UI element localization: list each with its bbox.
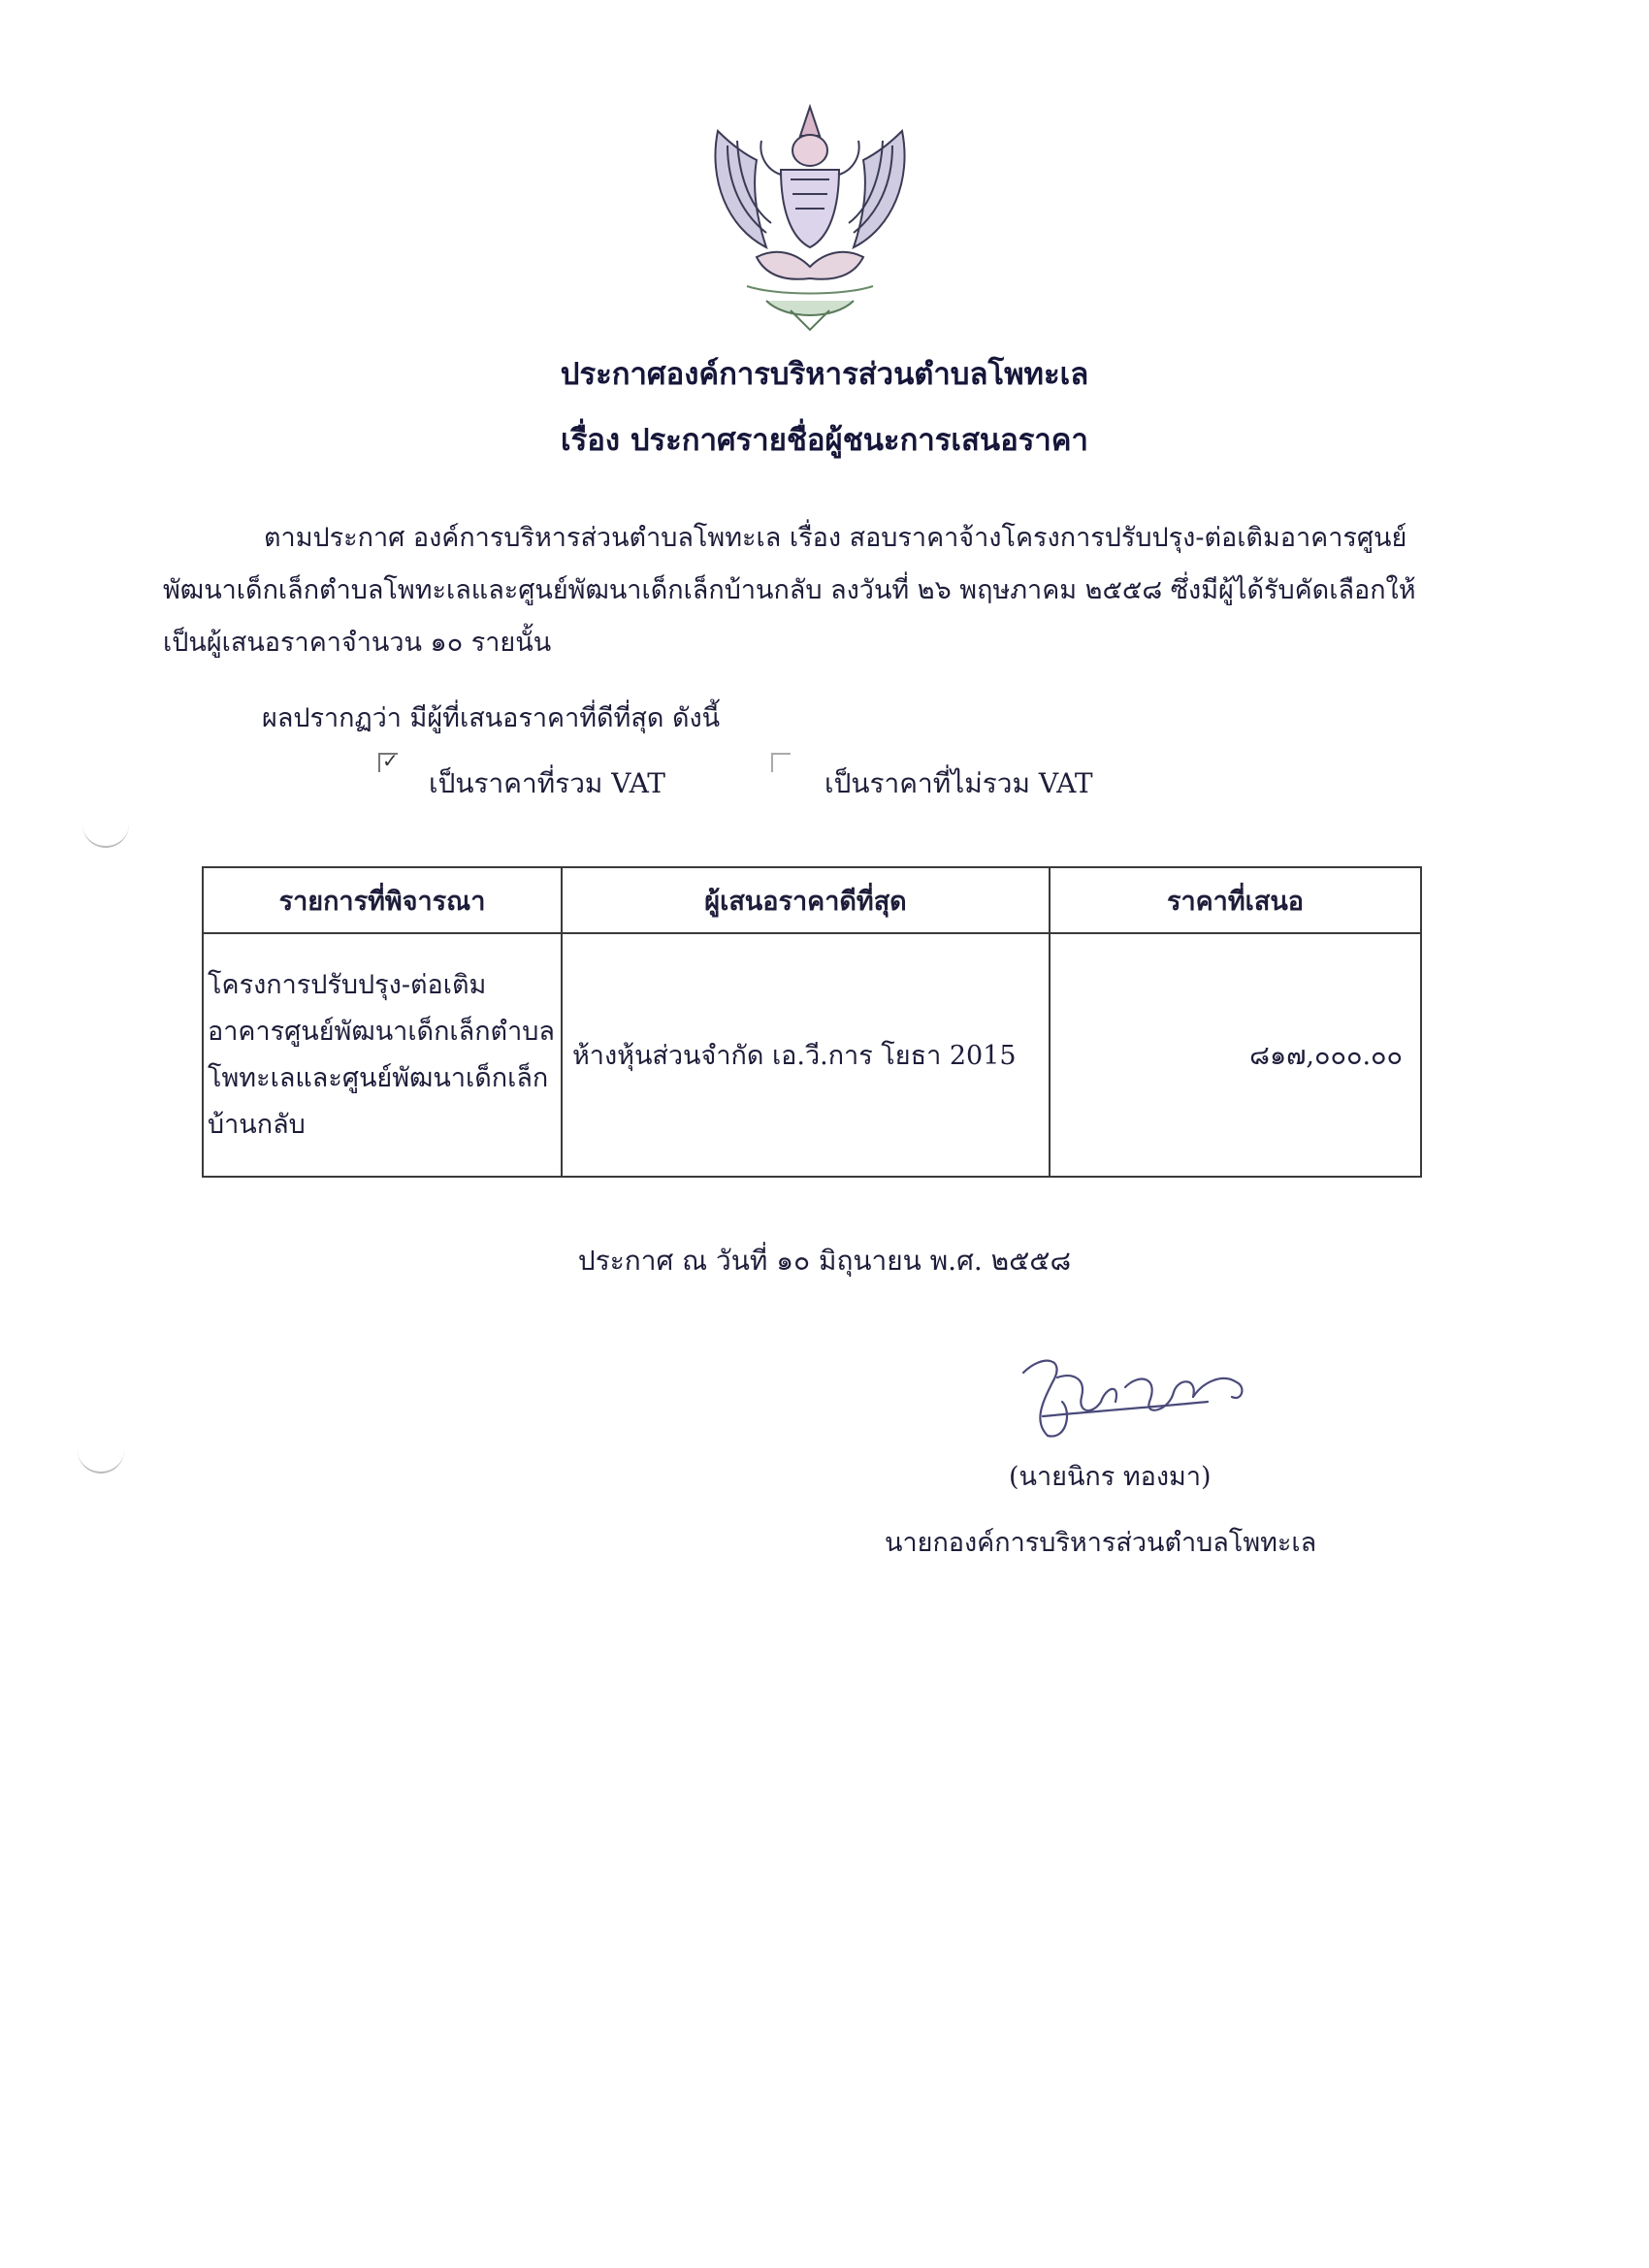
body-paragraph-1: [163, 512, 1453, 669]
header-item: รายการที่พิจารณา: [203, 867, 562, 933]
header-price: ราคาที่เสนอ: [1050, 867, 1421, 933]
handwritten-signature: [1014, 1344, 1266, 1450]
table-header-row: [203, 867, 1421, 933]
header-winner: ผู้เสนอราคาดีที่สุด: [562, 867, 1050, 933]
body-paragraph-1-text: ตามประกาศ องค์การบริหารส่วนตำบลโพทะเล เรื่อง สอบราคาจ้างโครงการปรับปรุง-ต่อเติมอาคารศูนย์พัฒนาเด็กเล็กตำบลโพทะเลและศูนย์พัฒนาเด็กเล็กบ้านกลับ ลงวันที่ ๒๖ พฤษภาคม ๒๕๕๘ ซึ่งมีผู้ได้รับคัดเลือกให้เป็นผู้เสนอราคาจำนวน ๑๐ รายนั้น: [163, 523, 1416, 658]
table-row: [203, 933, 1421, 1177]
cell-item: โครงการปรับปรุง-ต่อเติมอาคารศูนย์พัฒนาเด็กเล็กตำบลโพทะเลและศูนย์พัฒนาเด็กเล็กบ้านกลับ: [203, 933, 562, 1177]
bid-result-table: [202, 866, 1422, 1178]
vat-excluded-checkbox: [771, 753, 791, 772]
punch-hole-mark: [82, 825, 129, 848]
garuda-emblem-icon: [698, 102, 922, 335]
check-mark-icon: ✓: [382, 749, 399, 772]
vat-excluded-label: เป็นราคาที่ไม่รวม VAT: [824, 767, 1093, 799]
announcement-title: ประกาศองค์การบริหารส่วนตำบลโพทะเล: [560, 357, 1089, 392]
vat-included-label: เป็นราคาที่รวม VAT: [429, 767, 665, 799]
body-paragraph-2: ผลปรากฏว่า มีผู้ที่เสนอราคาที่ดีที่สุด ดังนี้: [262, 703, 721, 733]
cell-price: ๘๑๗,๐๐๐.๐๐: [1050, 933, 1421, 1177]
cell-winner: ห้างหุ้นส่วนจำกัด เอ.วี.การ โยธา 2015: [562, 933, 1050, 1177]
announcement-subject: เรื่อง ประกาศรายชื่อผู้ชนะการเสนอราคา: [561, 423, 1088, 458]
announcement-date: ประกาศ ณ วันที่ ๑๐ มิถุนายน พ.ศ. ๒๕๕๘: [577, 1245, 1072, 1277]
signer-name: (นายนิกร ทองมา): [1009, 1462, 1212, 1492]
vat-included-checkbox: [378, 749, 399, 772]
punch-hole-mark: [78, 1450, 124, 1474]
signer-title: นายกองค์การบริหารส่วนตำบลโพทะเล: [885, 1528, 1317, 1558]
